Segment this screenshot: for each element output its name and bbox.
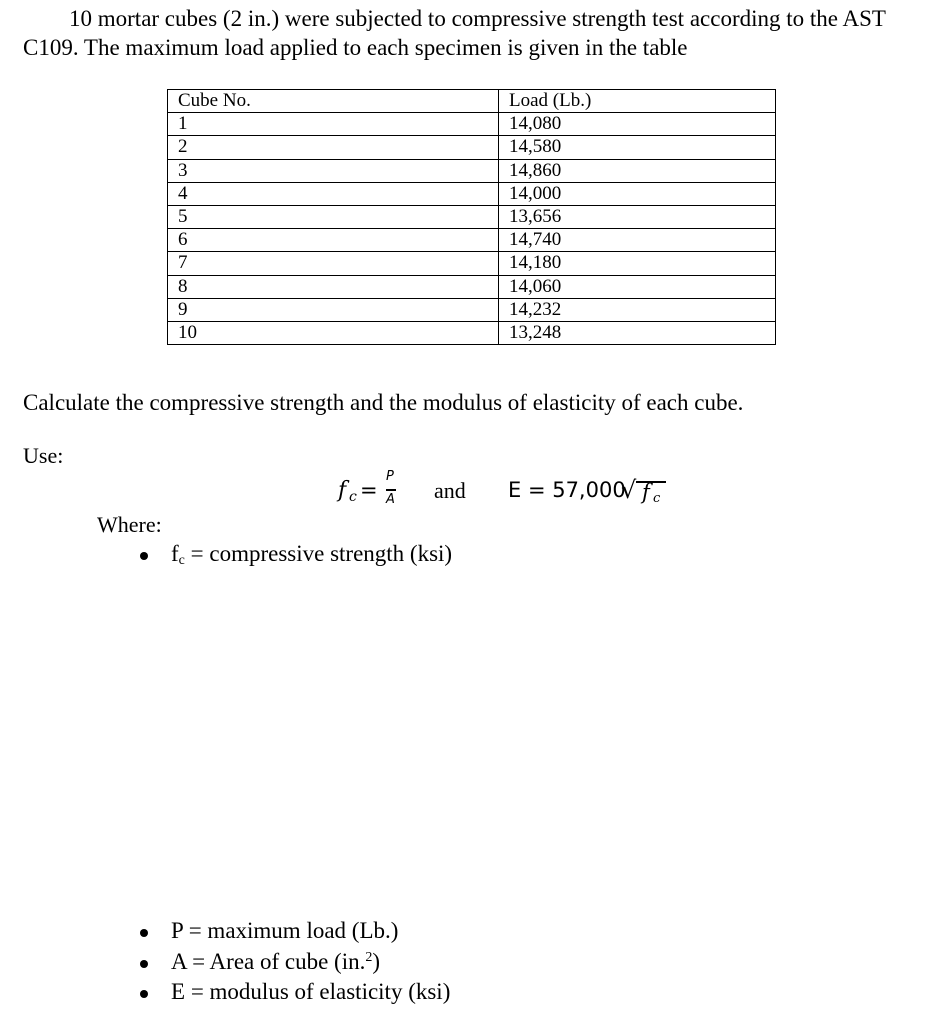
def-text: = modulus of elasticity (ksi) <box>185 979 451 1004</box>
fraction-bar <box>386 489 396 491</box>
load-cell: 14,000 <box>499 182 776 205</box>
load-cell: 14,232 <box>499 298 776 321</box>
def-subscript: c <box>178 553 185 568</box>
def-tail: ) <box>372 949 381 974</box>
intro-line-1: 10 mortar cubes (2 in.) were subjected to compressive strength test according to the AST <box>69 6 886 31</box>
question-text: Calculate the compressive strength and the modulus of elasticity of each cube. <box>23 390 744 415</box>
table-row <box>168 298 776 321</box>
bullet-icon <box>140 990 148 998</box>
load-table <box>167 89 776 345</box>
cube-no-cell: 1 <box>168 113 499 136</box>
sqrt-overline <box>636 481 666 483</box>
sqrt-f: f <box>642 480 650 504</box>
definition-p <box>171 918 398 944</box>
header-load: Load (Lb.) <box>499 90 776 113</box>
bullet-icon <box>140 929 148 937</box>
cube-no-cell: 3 <box>168 159 499 182</box>
cube-no-cell: 6 <box>168 229 499 252</box>
use-label: Use: <box>23 443 64 468</box>
fc-symbol: f <box>338 478 347 503</box>
def-symbol: P <box>171 918 183 943</box>
def-text: = Area of cube (in. <box>186 949 366 974</box>
cube-no-cell: 5 <box>168 205 499 228</box>
bullet-icon <box>140 552 148 560</box>
formula-fc <box>338 469 408 516</box>
cube-no-cell: 2 <box>168 136 499 159</box>
fraction-denominator: A <box>386 492 395 507</box>
cube-no-cell: 7 <box>168 252 499 275</box>
load-cell: 14,080 <box>499 113 776 136</box>
bullet-icon <box>140 960 148 968</box>
def-symbol: f <box>171 541 179 566</box>
table-row <box>168 252 776 275</box>
equals-sign: = <box>360 478 378 502</box>
sqrt-symbol: √ <box>621 476 637 504</box>
where-label: Where: <box>97 512 162 537</box>
cube-no-cell: 9 <box>168 298 499 321</box>
load-cell: 14,580 <box>499 136 776 159</box>
load-cell: 14,060 <box>499 275 776 298</box>
formula-modulus <box>508 476 678 512</box>
def-text: = maximum load (Lb.) <box>182 918 399 943</box>
table-row <box>168 136 776 159</box>
def-superscript: 2 <box>365 950 373 965</box>
table-header-row <box>168 90 776 113</box>
table-row <box>168 229 776 252</box>
fraction-numerator: P <box>386 469 394 484</box>
cube-no-cell: 4 <box>168 182 499 205</box>
load-cell: 14,860 <box>499 159 776 182</box>
def-text: = compressive strength (ksi) <box>184 541 453 566</box>
table-row <box>168 113 776 136</box>
fc-subscript: c <box>349 489 357 505</box>
definition-fc <box>171 541 452 569</box>
header-cube-no: Cube No. <box>168 90 499 113</box>
definition-e <box>171 979 450 1005</box>
load-cell: 14,740 <box>499 229 776 252</box>
cube-no-cell: 10 <box>168 321 499 344</box>
load-cell: 13,248 <box>499 321 776 344</box>
load-cell: 13,656 <box>499 205 776 228</box>
intro-line-2: C109. The maximum load applied to each specimen is given in the table <box>23 35 688 60</box>
table-row <box>168 321 776 344</box>
definition-a <box>171 949 380 975</box>
sqrt-subscript: c <box>653 491 661 506</box>
table-row <box>168 182 776 205</box>
cube-no-cell: 8 <box>168 275 499 298</box>
table-row <box>168 205 776 228</box>
load-cell: 14,180 <box>499 252 776 275</box>
def-symbol: E <box>171 979 186 1004</box>
e-lhs: E = 57,000 <box>508 478 626 502</box>
formula-and: and <box>434 478 466 503</box>
def-symbol: A <box>171 949 187 974</box>
table-row <box>168 159 776 182</box>
table-row <box>168 275 776 298</box>
